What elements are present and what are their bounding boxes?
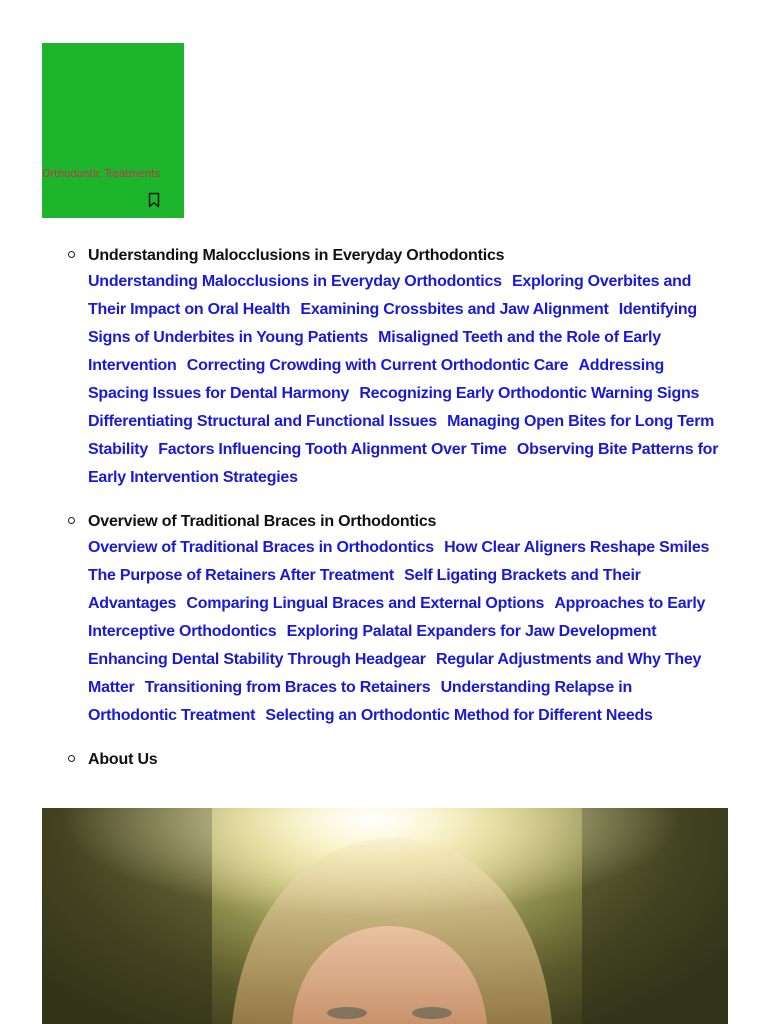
submenu-link-approaches-to-early-interceptive-orthodontics[interactable]: Approaches to Early Interceptive Orthodontics xyxy=(88,595,706,640)
submenu-link-exploring-overbites-and-their-impact-on-oral-health[interactable]: Exploring Overbites and Their Impact on Oral Health xyxy=(88,273,692,318)
submenu-link-enhancing-dental-stability-through-headgear[interactable]: Enhancing Dental Stability Through Headgear xyxy=(88,651,426,668)
circle-bullet-icon xyxy=(68,755,75,762)
submenu-item xyxy=(444,539,715,556)
submenu xyxy=(88,534,724,730)
submenu-item xyxy=(88,651,432,668)
menu-heading[interactable]: Understanding Malocclusions in Everyday Orthodontics xyxy=(88,247,505,264)
submenu-item xyxy=(186,595,550,612)
submenu-link-misaligned-teeth-and-the-role-of-early-intervention[interactable]: Misaligned Teeth and the Role of Early Intervention xyxy=(88,329,661,374)
menu-heading[interactable]: Overview of Traditional Braces in Orthodontics xyxy=(88,513,437,530)
submenu-link-observing-bite-patterns-for-early-intervention-strategies[interactable]: Observing Bite Patterns for Early Intervention Strategies xyxy=(88,441,719,486)
submenu-item xyxy=(265,707,658,724)
submenu-item xyxy=(158,441,512,458)
submenu-link-understanding-relapse-in-orthodontic-treatment[interactable]: Understanding Relapse in Orthodontic Treatment xyxy=(88,679,632,724)
submenu-link-addressing-spacing-issues-for-dental-harmony[interactable]: Addressing Spacing Issues for Dental Harmony xyxy=(88,357,665,402)
bookmark-icon[interactable] xyxy=(146,192,162,208)
submenu-item xyxy=(287,623,663,640)
submenu-link-overview-of-traditional-braces-in-orthodontics[interactable]: Overview of Traditional Braces in Orthodontics xyxy=(88,539,434,556)
submenu-link-selecting-an-orthodontic-method-for-different-needs[interactable]: Selecting an Orthodontic Method for Different Needs xyxy=(265,707,653,724)
submenu-item xyxy=(300,301,614,318)
submenu-link-managing-open-bites-for-long-term-stability[interactable]: Managing Open Bites for Long Term Stability xyxy=(88,413,715,458)
submenu-link-self-ligating-brackets-and-their-advantages[interactable]: Self Ligating Brackets and Their Advantages xyxy=(88,567,641,612)
submenu-item xyxy=(359,385,705,402)
submenu-link-identifying-signs-of-underbites-in-young-patients[interactable]: Identifying Signs of Underbites in Young Patients xyxy=(88,301,697,346)
hero-photo xyxy=(42,808,728,1024)
submenu xyxy=(88,268,724,492)
main-menu xyxy=(64,244,724,790)
submenu-link-differentiating-structural-and-functional-issues[interactable]: Differentiating Structural and Functional Issues xyxy=(88,413,437,430)
submenu-link-correcting-crowding-with-current-orthodontic-care[interactable]: Correcting Crowding with Current Orthodontic Care xyxy=(186,357,569,374)
submenu-link-recognizing-early-orthodontic-warning-signs[interactable]: Recognizing Early Orthodontic Warning Signs xyxy=(359,385,700,402)
site-logo[interactable] xyxy=(42,43,184,218)
submenu-link-regular-adjustments-and-why-they-matter[interactable]: Regular Adjustments and Why They Matter xyxy=(88,651,702,696)
submenu-item xyxy=(187,357,575,374)
submenu-item xyxy=(145,679,437,696)
submenu-link-examining-crossbites-and-jaw-alignment[interactable]: Examining Crossbites and Jaw Alignment xyxy=(300,301,609,318)
submenu-item xyxy=(88,567,400,584)
submenu-item xyxy=(88,413,443,430)
circle-bullet-icon xyxy=(68,251,75,258)
submenu-link-transitioning-from-braces-to-retainers[interactable]: Transitioning from Braces to Retainers xyxy=(144,679,431,696)
submenu-link-how-clear-aligners-reshape-smiles[interactable]: How Clear Aligners Reshape Smiles xyxy=(444,539,710,556)
submenu-link-exploring-palatal-expanders-for-jaw-development[interactable]: Exploring Palatal Expanders for Jaw Development xyxy=(286,623,657,640)
menu-item-about-us xyxy=(64,748,724,772)
submenu-link-comparing-lingual-braces-and-external-options[interactable]: Comparing Lingual Braces and External Options xyxy=(186,595,545,612)
submenu-link-factors-influencing-tooth-alignment-over-time[interactable]: Factors Influencing Tooth Alignment Over Time xyxy=(158,441,507,458)
submenu-item xyxy=(88,539,440,556)
logo-text: Orthodontic Treatments xyxy=(42,168,160,180)
menu-item-understanding-malocclusions-in-everyday-orthodontics xyxy=(64,244,724,492)
circle-bullet-icon xyxy=(68,517,75,524)
submenu-link-the-purpose-of-retainers-after-treatment[interactable]: The Purpose of Retainers After Treatment xyxy=(88,567,394,584)
submenu-link-understanding-malocclusions-in-everyday-orthodontics[interactable]: Understanding Malocclusions in Everyday Orthodontics xyxy=(88,273,502,290)
menu-item-overview-of-traditional-braces-in-orthodontics xyxy=(64,510,724,730)
submenu-item xyxy=(88,273,508,290)
menu-heading[interactable]: About Us xyxy=(88,751,158,768)
